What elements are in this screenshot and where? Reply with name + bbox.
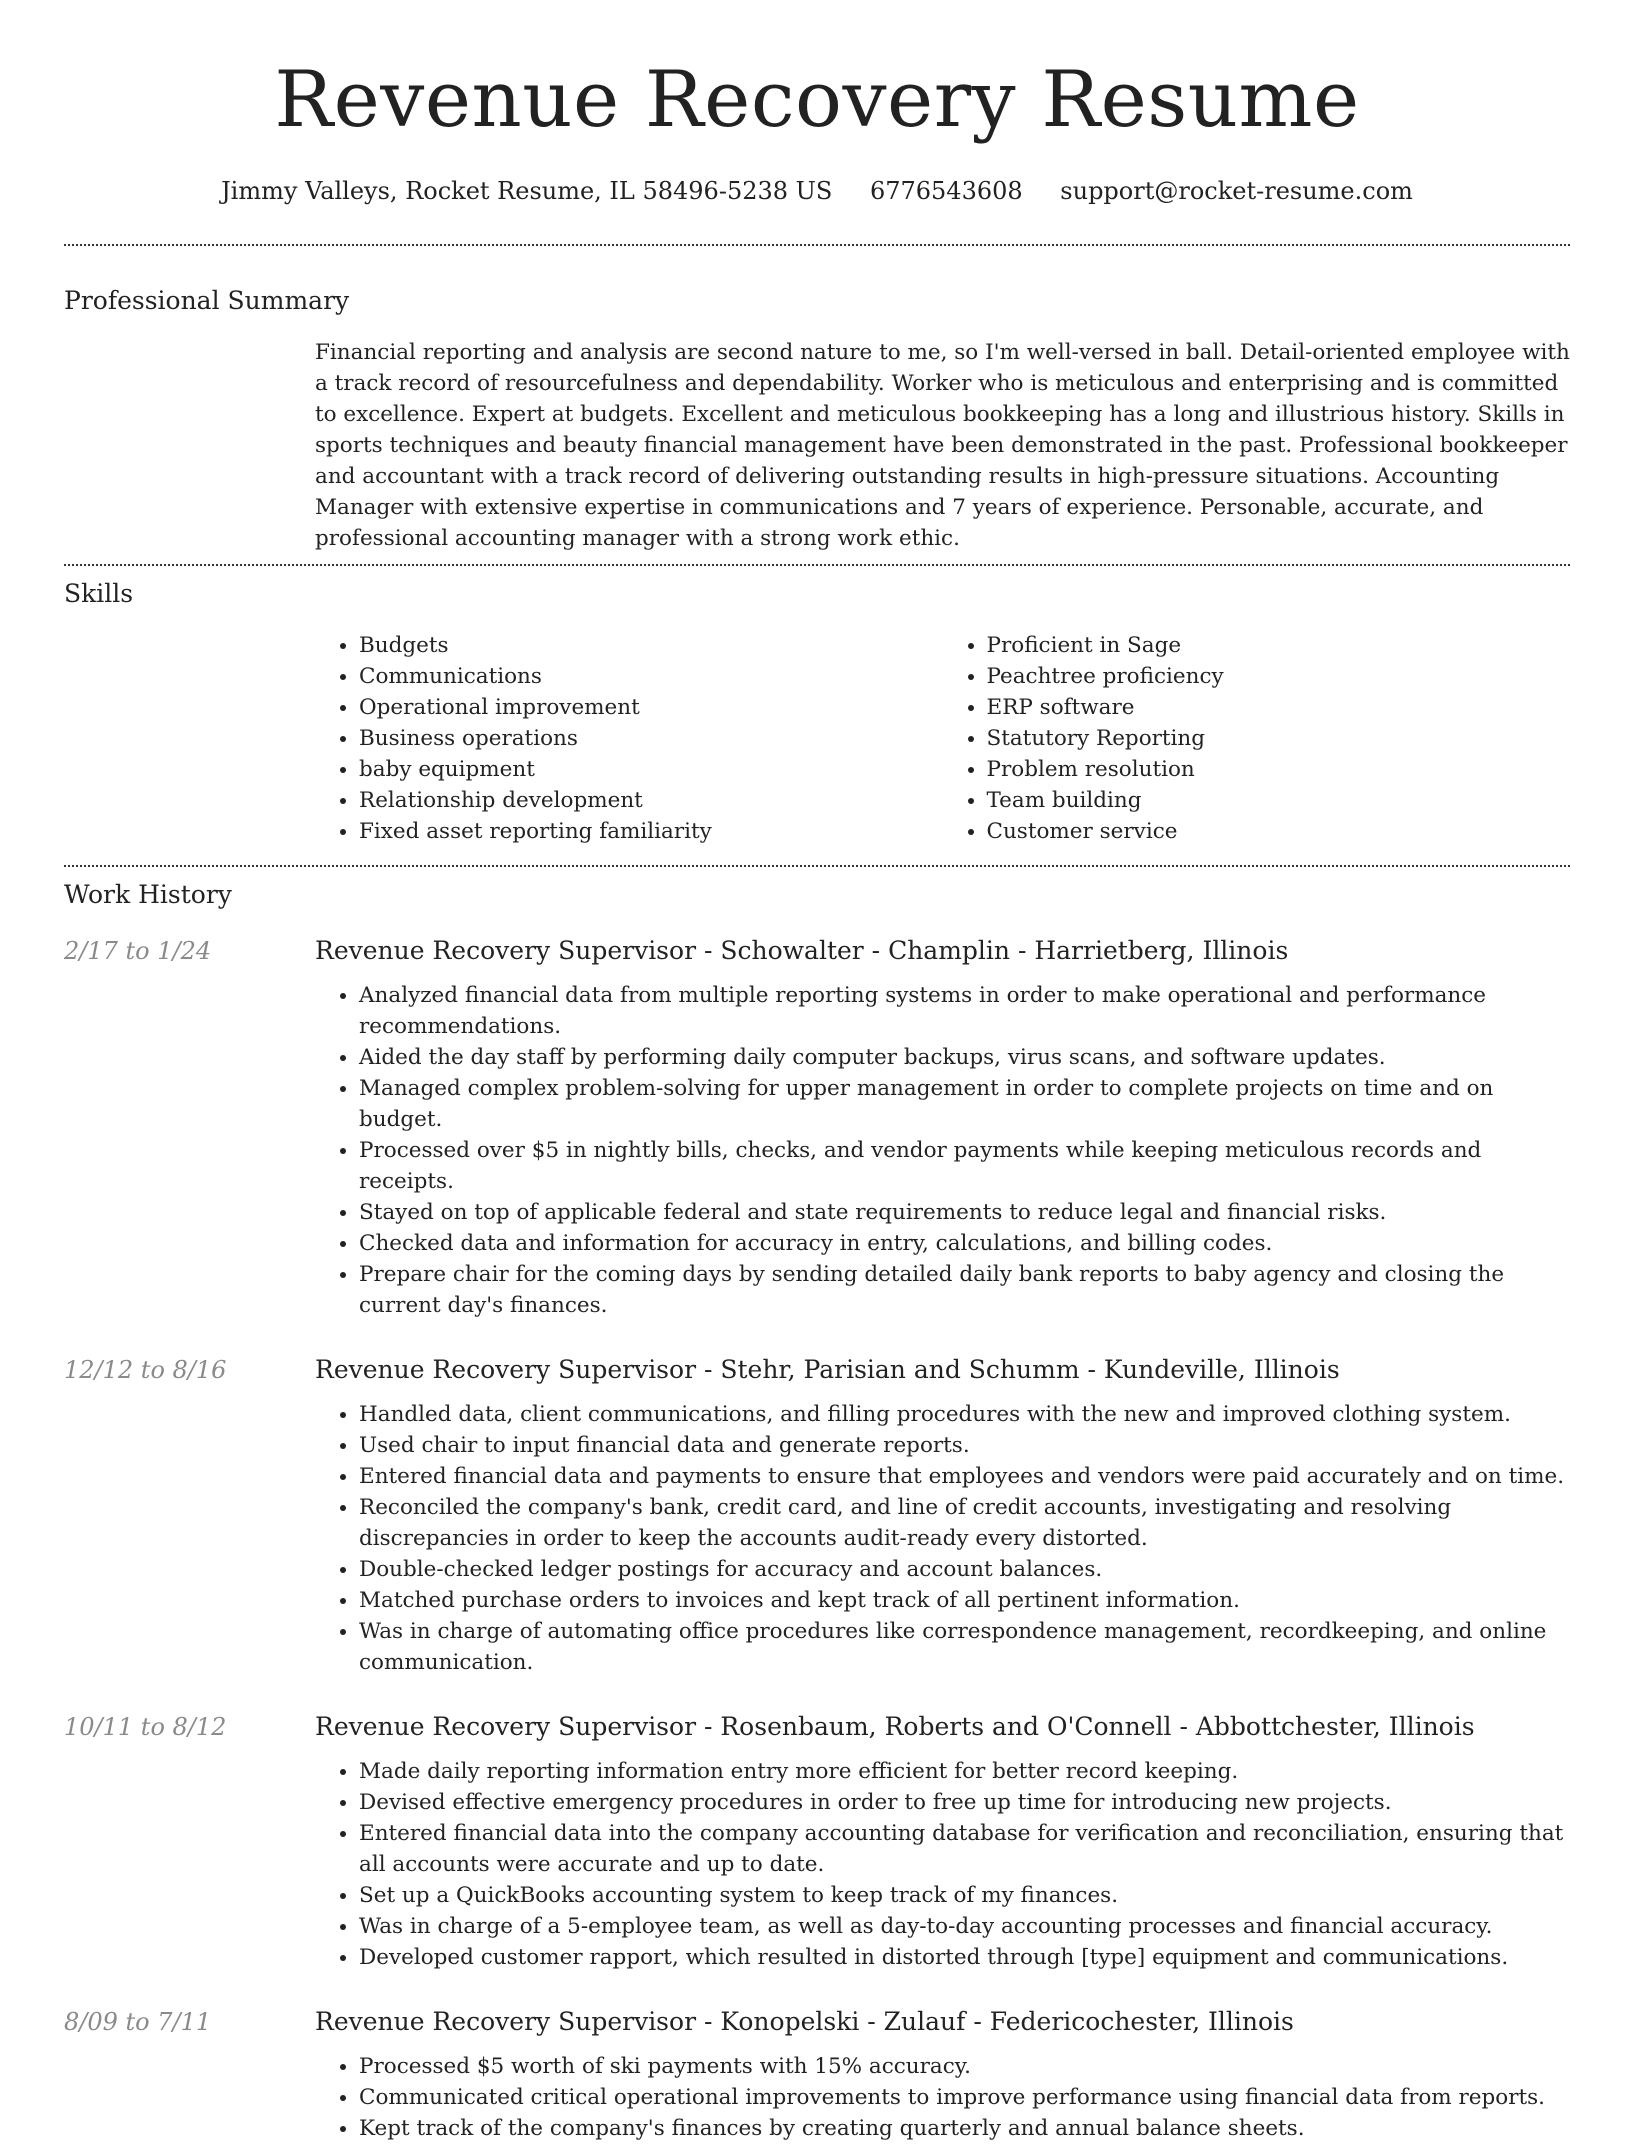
duty-list	[315, 1399, 1570, 1678]
resume-page	[64, 0, 1570, 2144]
duty-item: • Devised effective emergency procedures in order to free up time for introducing new projects.	[359, 1787, 1570, 1818]
skill-item: • Business operations	[359, 723, 943, 754]
duty-item: • Entered financial data and payments to ensure that employees and vendors were paid accurately and on time.	[359, 1461, 1570, 1492]
duty-item: • Double-checked ledger postings for accuracy and account balances.	[359, 1554, 1570, 1585]
skills-heading: Skills	[64, 579, 134, 608]
duty-item: • Matched purchase orders to invoices and kept track of all pertinent information.	[359, 1585, 1570, 1616]
duty-item: • Processed $5 worth of ski payments with 15% accuracy.	[359, 2051, 1570, 2082]
job-duties	[315, 1756, 1570, 1973]
skill-item: • ERP software	[987, 692, 1571, 723]
duty-list	[315, 2051, 1570, 2144]
duty-item: • Managed complex problem-solving for upper management in order to complete projects on time and on budget.	[359, 1073, 1570, 1135]
job-title: Revenue Recovery Supervisor - Konopelski - Zulauf - Federicochester, Illinois	[315, 2007, 1294, 2036]
skills-column-left	[315, 630, 943, 847]
summary-section	[64, 246, 1570, 554]
job-dates: 8/09 to 7/11	[64, 2008, 212, 2036]
skill-item: • Statutory Reporting	[987, 723, 1571, 754]
duty-item: • Prepare chair for the coming days by sending detailed daily bank reports to baby agency and closing the current day's finances.	[359, 1259, 1570, 1321]
duty-item: • Checked data and information for accuracy in entry, calculations, and billing codes.	[359, 1228, 1570, 1259]
work-section	[64, 867, 1570, 2144]
job-duties	[315, 980, 1570, 1321]
duty-item: • Set up a QuickBooks accounting system to keep track of my finances.	[359, 1880, 1570, 1911]
work-heading: Work History	[64, 880, 232, 909]
job-duties	[315, 2051, 1570, 2144]
contact-address: Jimmy Valleys, Rocket Resume, IL 58496-5238 US	[221, 177, 833, 205]
skill-item: • Communications	[359, 661, 943, 692]
duty-item: • Handled data, client communications, and filling procedures with the new and improved clothing system.	[359, 1399, 1570, 1430]
skill-item: • Proficient in Sage	[987, 630, 1571, 661]
duty-item: • Developed customer rapport, which resulted in distorted through [type] equipment and communications.	[359, 1942, 1570, 1973]
contact-email: support@rocket-resume.com	[1060, 177, 1413, 205]
contact-line	[64, 176, 1570, 206]
skill-item: • Customer service	[987, 816, 1571, 847]
duty-item: • Kept track of the company's finances by creating quarterly and annual balance sheets.	[359, 2113, 1570, 2144]
skill-item: • Relationship development	[359, 785, 943, 816]
job-title: Revenue Recovery Supervisor - Schowalter - Champlin - Harrietberg, Illinois	[315, 936, 1289, 965]
duty-list	[315, 1756, 1570, 1973]
job-title: Revenue Recovery Supervisor - Stehr, Parisian and Schumm - Kundeville, Illinois	[315, 1355, 1340, 1384]
duty-item: • Communicated critical operational improvements to improve performance using financial data from reports.	[359, 2082, 1570, 2113]
duty-item: • Analyzed financial data from multiple reporting systems in order to make operational and performance recommendations.	[359, 980, 1570, 1042]
job-dates: 2/17 to 1/24	[64, 937, 212, 965]
skill-item: • Team building	[987, 785, 1571, 816]
job-entry	[64, 2006, 1570, 2144]
job-entry	[64, 1354, 1570, 1678]
duty-item: • Entered financial data into the company accounting database for verification and reconciliation, ensuring that all accounts were accurate and up to date.	[359, 1818, 1570, 1880]
summary-heading: Professional Summary	[64, 286, 350, 315]
skill-item: • Budgets	[359, 630, 943, 661]
skill-item: • baby equipment	[359, 754, 943, 785]
duty-item: • Reconciled the company's bank, credit card, and line of credit accounts, investigating and resolving discrepancies in order to keep the accounts audit-ready every distorted.	[359, 1492, 1570, 1554]
summary-text: Financial reporting and analysis are second nature to me, so I'm well-versed in ball. Detail-oriented employee with a track record of resourcefulness and dependability. Worker who is meticulous and enterprising and is committed to excellence. Expert at budgets. Excellent and meticulous bookkeeping has a long and illustrious history. Skills in sports techniques and beauty financial management have been demonstrated in the past. Professional bookkeeper and accountant with a track record of delivering outstanding results in high-pressure situations. Accounting Manager with extensive expertise in communications and 7 years of experience. Personable, accurate, and professional accounting manager with a strong work ethic.	[315, 340, 1570, 551]
skill-item: • Operational improvement	[359, 692, 943, 723]
skills-section	[64, 566, 1570, 847]
skill-item: • Problem resolution	[987, 754, 1571, 785]
duty-item: • Was in charge of a 5-employee team, as well as day-to-day accounting processes and financial accuracy.	[359, 1911, 1570, 1942]
skills-column-right	[943, 630, 1571, 847]
job-dates: 12/12 to 8/16	[64, 1356, 227, 1384]
duty-item: • Used chair to input financial data and generate reports.	[359, 1430, 1570, 1461]
skill-item: • Fixed asset reporting familiarity	[359, 816, 943, 847]
contact-phone: 6776543608	[869, 177, 1023, 205]
resume-title: Revenue Recovery Resume	[274, 55, 1360, 145]
skills-list	[315, 630, 1570, 847]
duty-item: • Aided the day staff by performing daily computer backups, virus scans, and software updates.	[359, 1042, 1570, 1073]
duty-list	[315, 980, 1570, 1321]
job-entry	[64, 1711, 1570, 1973]
job-title: Revenue Recovery Supervisor - Rosenbaum, Roberts and O'Connell - Abbottchester, Illinois	[315, 1712, 1475, 1741]
duty-item: • Stayed on top of applicable federal and state requirements to reduce legal and financial risks.	[359, 1197, 1570, 1228]
duty-item: • Was in charge of automating office procedures like correspondence management, recordkeeping, and online communication.	[359, 1616, 1570, 1678]
job-entry	[64, 935, 1570, 1321]
duty-item: • Made daily reporting information entry more efficient for better record keeping.	[359, 1756, 1570, 1787]
skill-item: • Peachtree proficiency	[987, 661, 1571, 692]
job-dates: 10/11 to 8/12	[64, 1713, 227, 1741]
duty-item: • Processed over $5 in nightly bills, checks, and vendor payments while keeping meticulous records and receipts.	[359, 1135, 1570, 1197]
job-duties	[315, 1399, 1570, 1678]
